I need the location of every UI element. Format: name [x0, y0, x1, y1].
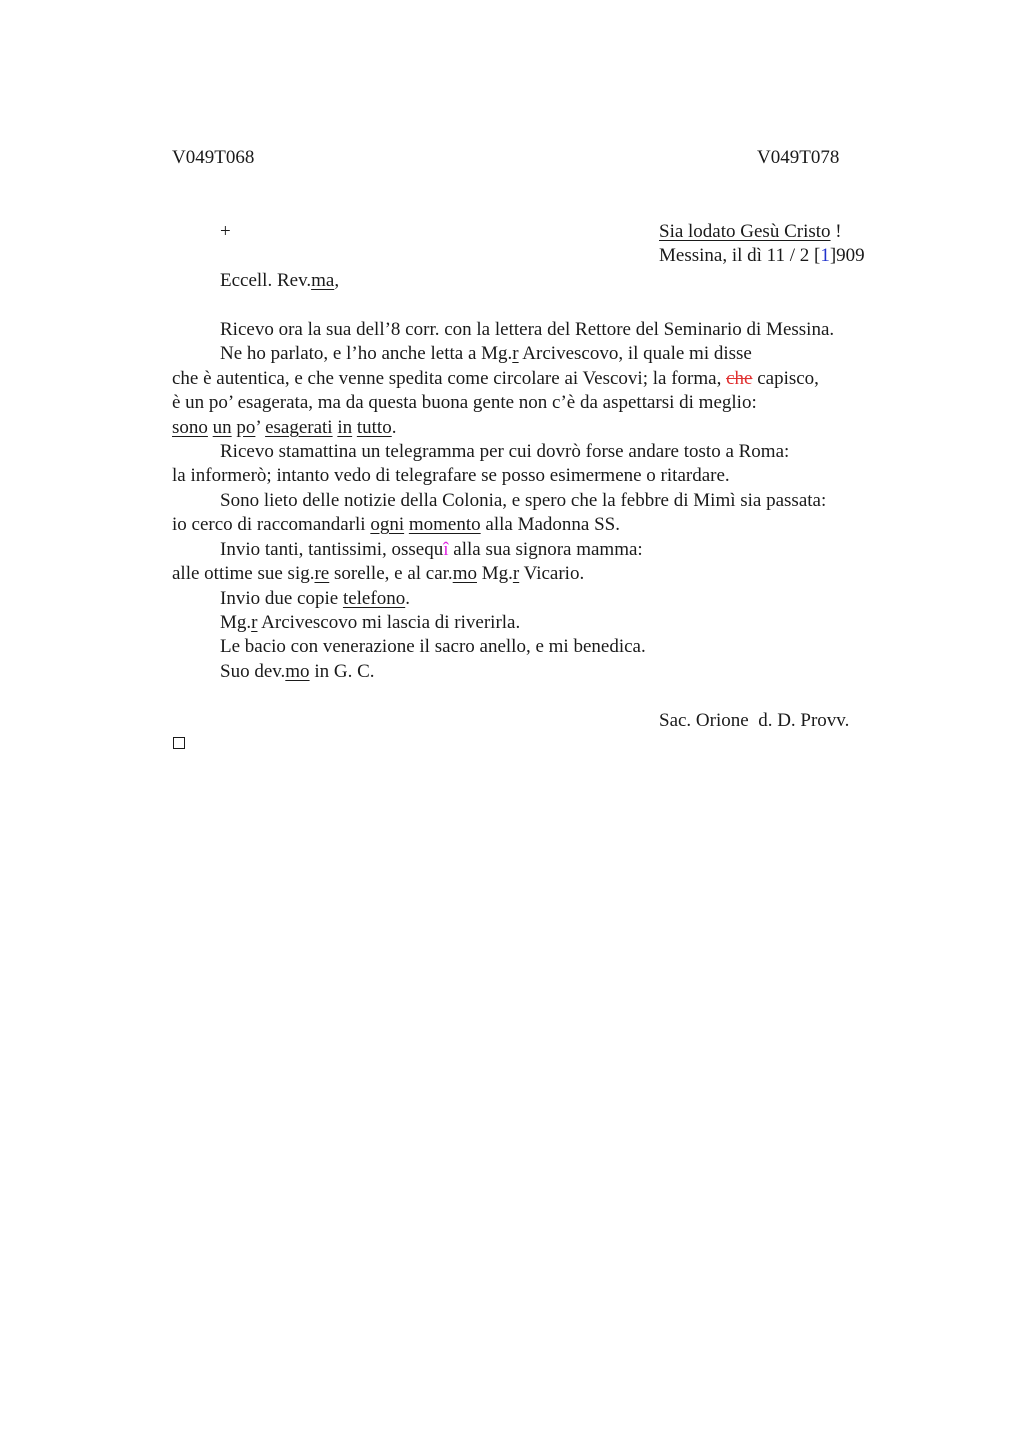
- body-line-14: Le bacio con venerazione il sacro anello, e mi benedica.: [220, 636, 646, 657]
- body-line-2: Ne ho parlato, e l’ho anche letta a Mg.r Arcivescovo, il quale mi disse: [220, 343, 752, 364]
- date-line: Messina, il dì 11 / 2 [1]909: [659, 245, 865, 266]
- document-code-right: V049T078: [757, 147, 840, 168]
- signature: Sac. Orione d. D. Provv.: [659, 710, 850, 731]
- body-line-4: è un po’ esagerata, ma da questa buona gente non c’è da aspettarsi di meglio:: [172, 392, 757, 413]
- body-line-3: che è autentica, e che venne spedita come circolare ai Vescovi; la forma, che capisco,: [172, 368, 819, 389]
- greeting-exclamation: !: [830, 221, 842, 242]
- body-line-10: Invio tanti, tantissimi, ossequî alla sua signora mamma:: [220, 539, 643, 560]
- end-box-icon: [173, 737, 185, 749]
- body-line-7: la informerò; intanto vedo di telegrafare se posso esimermene o ritardare.: [172, 465, 730, 486]
- body-line-8: Sono lieto delle notizie della Colonia, e spero che la febbre di Mimì sia passata:: [220, 490, 827, 511]
- cross-mark: +: [220, 221, 231, 242]
- struck-word: che: [726, 368, 753, 389]
- salutation: Eccell. Rev.ma,: [220, 270, 340, 291]
- body-line-13: Mg.r Arcivescovo mi lascia di riverirla.: [220, 612, 521, 633]
- inserted-digit: 1: [820, 245, 830, 266]
- marked-letter: î: [443, 539, 449, 560]
- body-line-6: Ricevo stamattina un telegramma per cui dovrò forse andare tosto a Roma:: [220, 441, 790, 462]
- body-line-15: Suo dev.mo in G. C.: [220, 661, 375, 682]
- document-code-left: V049T068: [172, 147, 255, 168]
- body-line-11: alle ottime sue sig.re sorelle, e al car.mo Mg.r Vicario.: [172, 563, 585, 584]
- body-line-9: io cerco di raccomandarli ogni momento alla Madonna SS.: [172, 514, 620, 535]
- greeting-line: [659, 220, 842, 244]
- body-line-1: Ricevo ora la sua dell’8 corr. con la lettera del Rettore del Seminario di Messina.: [220, 319, 835, 340]
- body-line-5: sono un po’ esagerati in tutto.: [172, 417, 397, 438]
- body-line-12: Invio due copie telefono.: [220, 588, 410, 609]
- greeting-praise: Sia lodato Gesù Cristo: [659, 221, 831, 242]
